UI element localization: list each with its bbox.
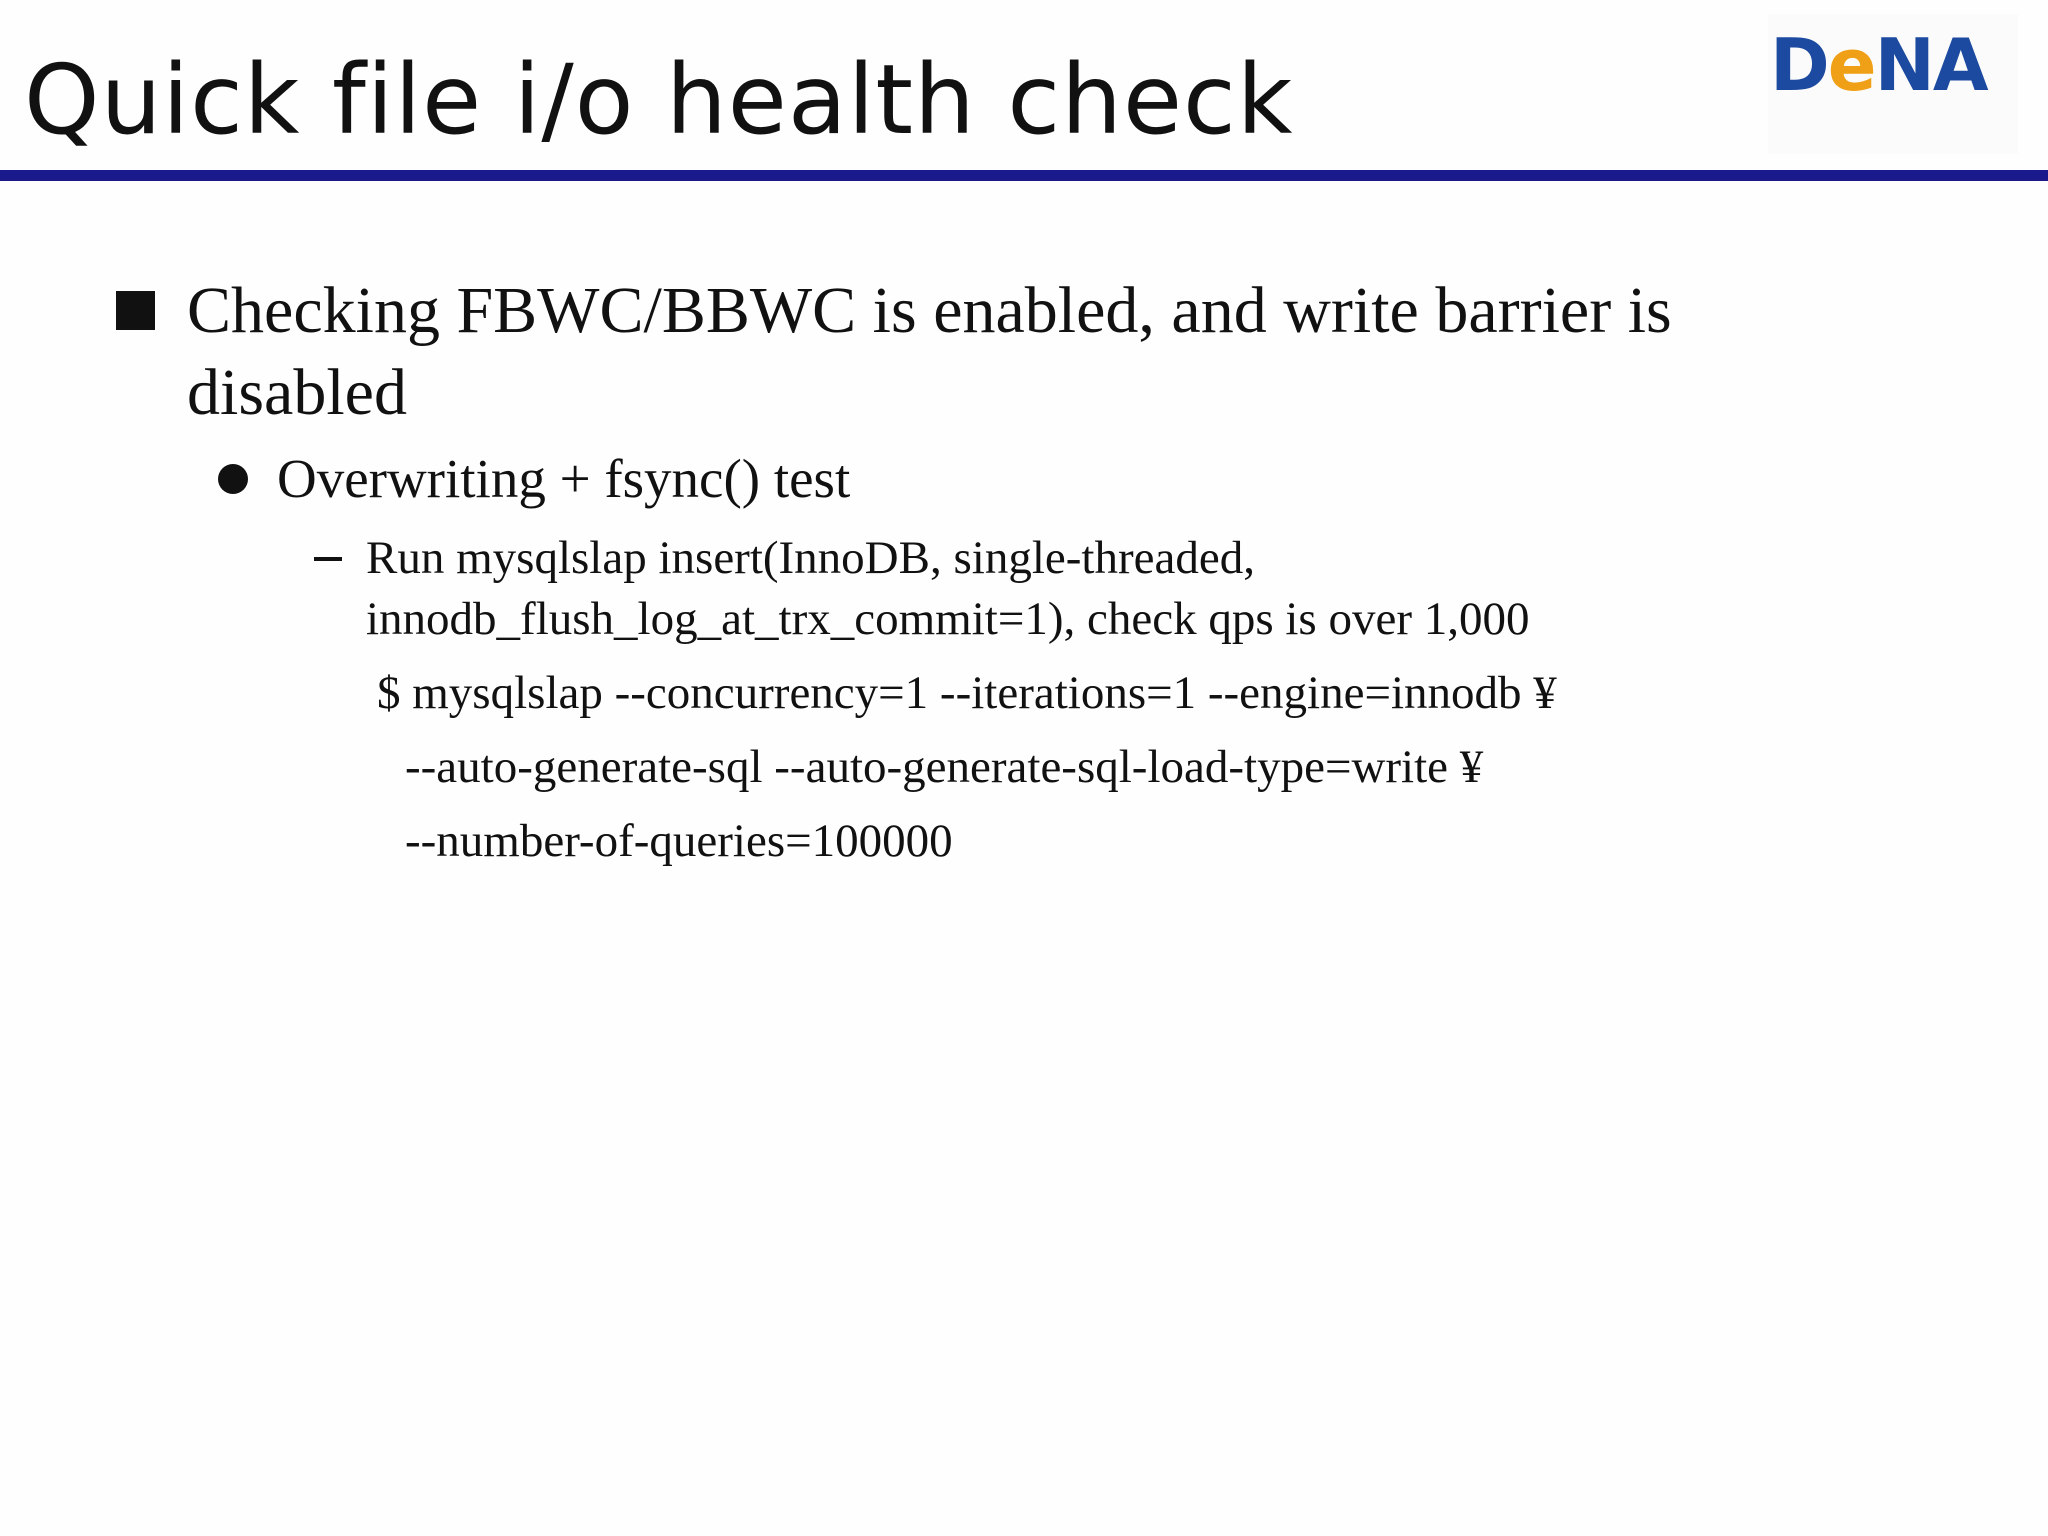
title-divider	[0, 170, 2048, 181]
slide-title: Quick file i/o health check	[24, 44, 1294, 156]
bullet-1-line-1: Checking FBWC/BBWC is enabled, and write barrier is	[187, 274, 1672, 347]
bullet-3-line-2: innodb_flush_log_at_trx_commit=1), check qps is over 1,000	[366, 593, 1530, 645]
logo-letters-na: NA	[1874, 23, 1987, 107]
dash-bullet-icon	[314, 557, 342, 561]
logo-letter-d: D	[1770, 23, 1828, 107]
square-bullet-icon	[116, 291, 155, 330]
command-line-3: --number-of-queries=100000	[405, 815, 953, 867]
dena-logo-wordmark	[1770, 20, 1987, 110]
command-line-1: $ mysqlslap --concurrency=1 --iterations=1 --engine=innodb ¥	[377, 667, 1557, 719]
bullet-3-line-1: Run mysqlslap insert(InnoDB, single-threaded,	[366, 532, 1255, 584]
bullet-2-text: Overwriting + fsync() test	[277, 448, 851, 509]
logo-letter-e: e	[1827, 23, 1875, 107]
dena-logo	[1768, 14, 2018, 154]
command-line-2: --auto-generate-sql --auto-generate-sql-load-type=write ¥	[405, 741, 1484, 793]
bullet-1-line-2: disabled	[187, 356, 407, 429]
round-bullet-icon	[218, 464, 248, 494]
